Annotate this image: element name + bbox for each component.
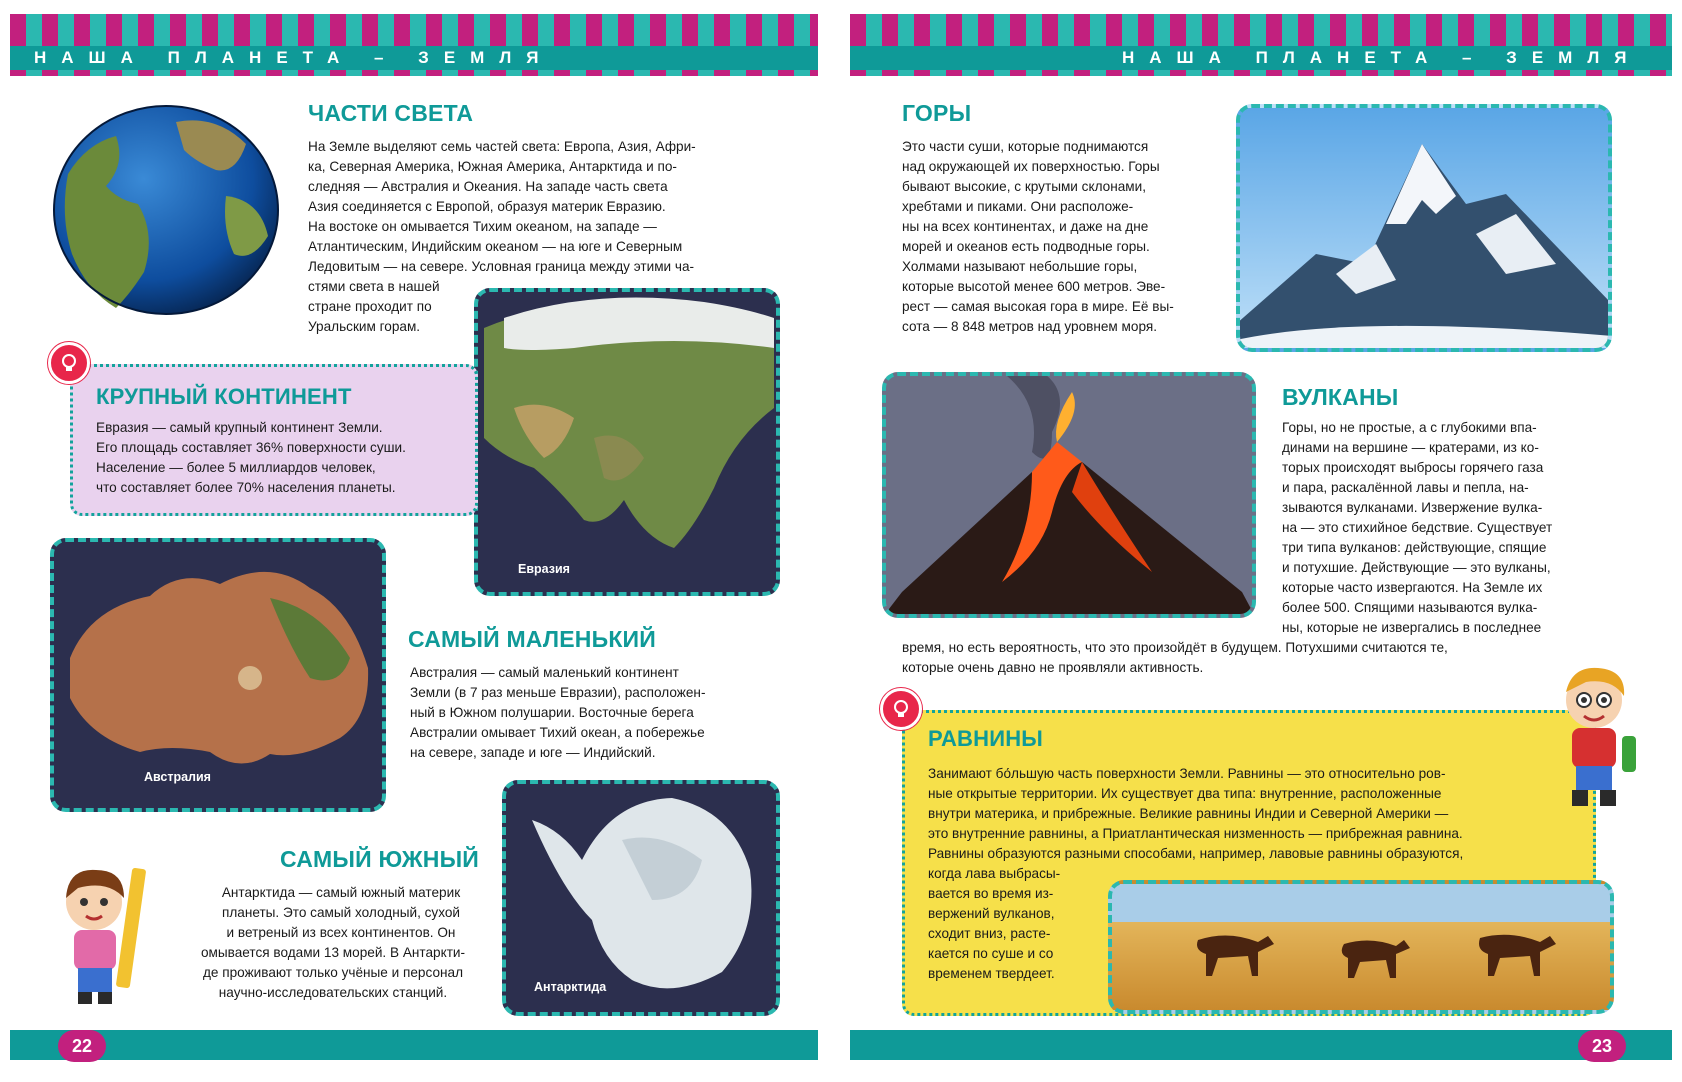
text-line: сходит вниз, расте- bbox=[928, 926, 1051, 941]
section-title-volcanoes: ВУЛКАНЫ bbox=[1282, 384, 1399, 410]
text-line: морей и океанов есть подводные горы. bbox=[902, 239, 1150, 254]
text-line: Атлантическим, Индийским океаном — на юге и Северным bbox=[308, 239, 683, 254]
text-line: планеты. Это самый холодный, сухой bbox=[221, 905, 461, 920]
eurasia-map-icon bbox=[474, 288, 780, 596]
text-line: на — это стихийное бедствие. Существует bbox=[1282, 520, 1553, 535]
text-line: Австралии омывает Тихий океан, а побережье bbox=[410, 725, 705, 740]
text-line: над окружающей их поверхностью. Горы bbox=[902, 159, 1160, 174]
text-line: На Земле выделяют семь частей света: Европа, Азия, Афри- bbox=[308, 139, 696, 154]
text-line: ка, Северная Америка, Южная Америка, Антарктида и по- bbox=[308, 159, 677, 174]
volcano-eruption-icon bbox=[882, 372, 1256, 618]
text-line: Это части суши, которые поднимаются bbox=[902, 139, 1149, 154]
text-line: Его площадь составляет 36% поверхности суши. bbox=[96, 440, 406, 455]
running-header: НАША ПЛАНЕТА – ЗЕМЛЯ bbox=[1122, 48, 1642, 67]
text-line: на севере, западе и юге — Индийский. bbox=[410, 745, 656, 760]
volcano-photo bbox=[882, 372, 1256, 618]
australia-photo bbox=[50, 538, 386, 812]
text-line: бывают высокие, с крутыми склонами, bbox=[902, 179, 1147, 194]
australia-caption: Австралия bbox=[144, 770, 211, 784]
lightbulb-icon bbox=[880, 688, 922, 730]
mountain-photo bbox=[1236, 104, 1612, 352]
girl-with-pencil-illustration bbox=[38, 858, 168, 1008]
text-line: три типа вулканов: действующие, спящие bbox=[1282, 540, 1547, 555]
footer-strip bbox=[850, 1030, 1672, 1060]
boy-illustration bbox=[1542, 658, 1654, 818]
text-line: которые высотой менее 600 метров. Эве- bbox=[902, 279, 1166, 294]
text-line: и ветреный из всех континентов. Он bbox=[226, 925, 456, 940]
page-number: 23 bbox=[1578, 1030, 1626, 1062]
text-line: стями света в нашей bbox=[308, 279, 440, 294]
text-line: Азия соединяется с Европой, образуя материк Евразию. bbox=[308, 199, 666, 214]
plains-horses-photo bbox=[1108, 880, 1614, 1014]
text-line: внутри материка, и прибрежные. Великие равнины Индии и Северной Америки — bbox=[928, 806, 1449, 821]
text-line: де проживают только учёные и персонал bbox=[202, 965, 463, 980]
text-line: На востоке он омывается Тихим океаном, на западе — bbox=[308, 219, 657, 234]
section-title-parts: ЧАСТИ СВЕТА bbox=[308, 100, 474, 126]
globe-illustration bbox=[46, 104, 286, 316]
australia-map-icon bbox=[50, 538, 386, 812]
text-line: ны, которые не извергались в последнее bbox=[1282, 620, 1542, 635]
text-line: Население — более 5 миллиардов человек, bbox=[96, 460, 376, 475]
text-line: сота — 8 848 метров над уровнем моря. bbox=[902, 319, 1157, 334]
eurasia-photo bbox=[474, 288, 780, 596]
section-title-southern: САМЫЙ ЮЖНЫЙ bbox=[280, 846, 480, 872]
text-line: Горы, но не простые, а с глубокими впа- bbox=[1282, 420, 1537, 435]
text-line: вается во время из- bbox=[928, 886, 1054, 901]
page-left bbox=[0, 0, 828, 1082]
text-line: научно-исследовательских станций. bbox=[218, 985, 448, 1000]
text-line: более 500. Спящими называются вулка- bbox=[1282, 600, 1538, 615]
text-line: которые очень давно не проявляли активность. bbox=[902, 660, 1204, 675]
text-line: Евразия — самый крупный континент Земли. bbox=[96, 420, 383, 435]
text-line: что составляет более 70% населения планеты. bbox=[96, 480, 396, 495]
section-title-continent: КРУПНЫЙ КОНТИНЕНТ bbox=[96, 384, 352, 409]
text-line: Холмами называют небольшие горы, bbox=[902, 259, 1138, 274]
text-line: и потухшие. Действующие — это вулканы, bbox=[1282, 560, 1551, 575]
section-title-smallest: САМЫЙ МАЛЕНЬКИЙ bbox=[408, 626, 657, 652]
lightbulb-icon bbox=[48, 342, 90, 384]
text-line: Земли (в 7 раз меньше Евразии), расположен- bbox=[410, 685, 706, 700]
section-title-plains: РАВНИНЫ bbox=[928, 726, 1044, 751]
horses-icon bbox=[1108, 880, 1614, 1014]
section-title-mountains: ГОРЫ bbox=[902, 100, 972, 126]
running-header: НАША ПЛАНЕТА – ЗЕМЛЯ bbox=[34, 48, 554, 67]
eurasia-caption: Евразия bbox=[518, 562, 570, 576]
text-line: ный в Южном полушарии. Восточные берега bbox=[410, 705, 694, 720]
text-line: это внутренние равнины, а Приатлантическая низменность — прибрежная равнина. bbox=[928, 826, 1463, 841]
text-line: кается по суше и со bbox=[928, 946, 1054, 961]
text-line: стране проходит по bbox=[308, 299, 432, 314]
text-line: Антарктида — самый южный материк bbox=[221, 885, 461, 900]
antarctica-caption: Антарктида bbox=[534, 980, 607, 994]
text-line: которые часто извергаются. На Земле их bbox=[1282, 580, 1543, 595]
text-line: торых происходят выбросы горячего газа bbox=[1282, 460, 1544, 475]
text-line: Равнины образуются разными способами, например, лавовые равнины образуются, bbox=[928, 846, 1464, 861]
text-line: динами на вершине — кратерами, из ко- bbox=[1282, 440, 1539, 455]
page-number: 22 bbox=[58, 1030, 106, 1062]
text-line: хребтами и пиками. Они расположе- bbox=[902, 199, 1134, 214]
text-line: ные открытые территории. Их существует два типа: внутренние, расположенные bbox=[928, 786, 1442, 801]
text-line: Занимают бо́льшую часть поверхности Земли. Равнины — это относительно ров- bbox=[928, 766, 1446, 781]
text-line: рест — самая высокая гора в мире. Её вы- bbox=[902, 299, 1174, 314]
antarctica-photo bbox=[502, 780, 780, 1016]
text-line: следняя — Австралия и Океания. На западе часть света bbox=[308, 179, 668, 194]
text-line: омывается водами 13 морей. В Антаркти- bbox=[200, 945, 466, 960]
text-line: Ледовитым — на севере. Условная граница между этими ча- bbox=[308, 259, 695, 274]
mountain-peak-icon bbox=[1236, 104, 1612, 352]
text-line: временем твердеет. bbox=[928, 966, 1055, 981]
text-line: когда лава выбрасы- bbox=[928, 866, 1061, 881]
text-line: Австралия — самый маленький континент bbox=[410, 665, 679, 680]
text-line: ны на всех континентах, и даже на дне bbox=[902, 219, 1149, 234]
text-line: и пара, раскалённой лавы и пепла, на- bbox=[1282, 480, 1529, 495]
page-right bbox=[840, 0, 1682, 1082]
footer-strip bbox=[10, 1030, 818, 1060]
text-line: время, но есть вероятность, что это произойдёт в будущем. Потухшими считаются те, bbox=[902, 640, 1448, 655]
text-line: зываются вулканами. Извержение вулка- bbox=[1282, 500, 1543, 515]
text-line: Уральским горам. bbox=[308, 319, 421, 334]
text-line: вержений вулканов, bbox=[928, 906, 1055, 921]
